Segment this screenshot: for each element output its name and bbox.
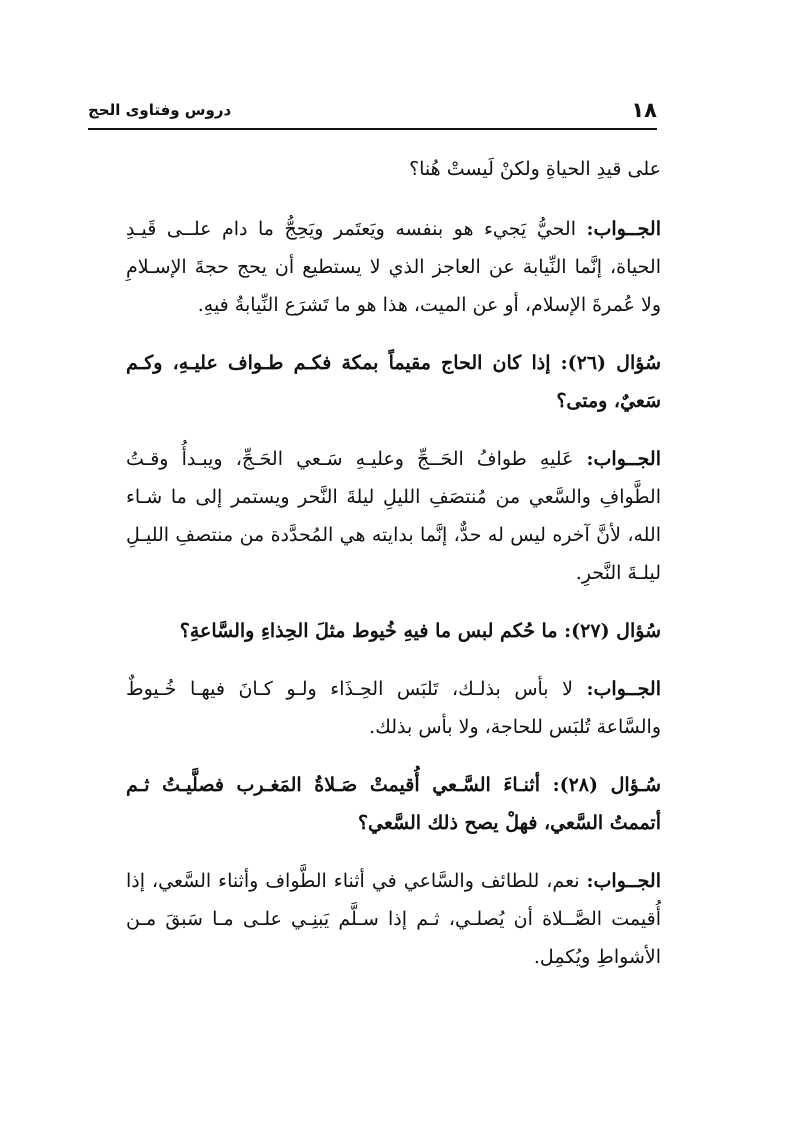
answer-paragraph <box>126 440 661 592</box>
answer-paragraph <box>126 862 661 976</box>
answer-text: نعم، للطائف والسَّاعي في أثناء الطَّواف وأثناء السَّعي، إذا أُقيمت الصَّــلاة أن يُصلـي، ثـم إذا سـلَّم يَبنِـي علـى مـا سَبقَ مـن الأشواطِ ويُكمِل. <box>126 870 661 968</box>
question-27: سُؤال (٢٧): ما حُكم لبس ما فيهِ خُيوط مثلَ الحِذاءِ والسَّاعةِ؟ <box>179 620 661 642</box>
header-rule <box>88 128 657 130</box>
question-26: سُؤال (٢٦): إذا كان الحاج مقيماً بمكة فكـم طـواف عليـهِ، وكـم سَعيٌ، ومتى؟ <box>126 352 661 412</box>
running-title: دروس وفتاوى الحج <box>88 101 232 119</box>
answer-paragraph <box>126 670 661 746</box>
page-body <box>126 150 661 996</box>
answer-paragraph <box>126 210 661 324</box>
answer-text: عَليهِ طوافُ الحَــجِّ وعليـهِ سَـعي الحَـجِّ، ويبـدأُ وقـتُ الطَّوافِ والسَّعي من مُنتصَفِ الليلِ ليلةَ النَّحر ويستمر إلى ما شـاء الله، لأنَّ آخره ليس له حدٌّ، إنَّما بدايته هي المُحدَّدة من منتصفِ الليـلِ ليلـةَ النَّحرِ. <box>126 448 661 584</box>
answer-label: الجــواب: <box>586 678 661 700</box>
answer-label: الجــواب: <box>586 870 661 892</box>
answer-label: الجــواب: <box>586 218 661 240</box>
answer-label: الجــواب: <box>586 448 661 470</box>
page-header <box>88 98 657 122</box>
page-number: ١٨ <box>631 98 657 122</box>
question-28: سُـؤال (٢٨): أثنـاءَ السَّـعي أُقيمتْ صَـلاةُ المَغـرب فصلَّيـتُ ثـم أتممتُ السَّعي، فهلْ يصح ذلك السَّعي؟ <box>126 774 661 834</box>
answer-text: الحيُّ يَجيء هو بنفسه ويَعتَمر ويَحِجُّ ما دام علــى قَيـدِ الحياة، إنَّما النِّيابة عن العاجز الذي لا يستطيع أن يحج حجةَ الإسـلامِ ولا عُمرةَ الإسلام، أو عن الميت، هذا هو ما تَشرَع النِّيابةُ فيهِ. <box>126 218 661 316</box>
answer-text: لا بأس بذلـك، تَلبَس الحِـذَاء ولـو كـانَ فيهـا خُـيوطٌ والسَّاعة تُلبَس للحاجة، ولا بأس بذلك. <box>126 678 661 738</box>
continued-question: على قيدِ الحياةِ ولكنْ لَيستْ هُنا؟ <box>409 158 661 180</box>
